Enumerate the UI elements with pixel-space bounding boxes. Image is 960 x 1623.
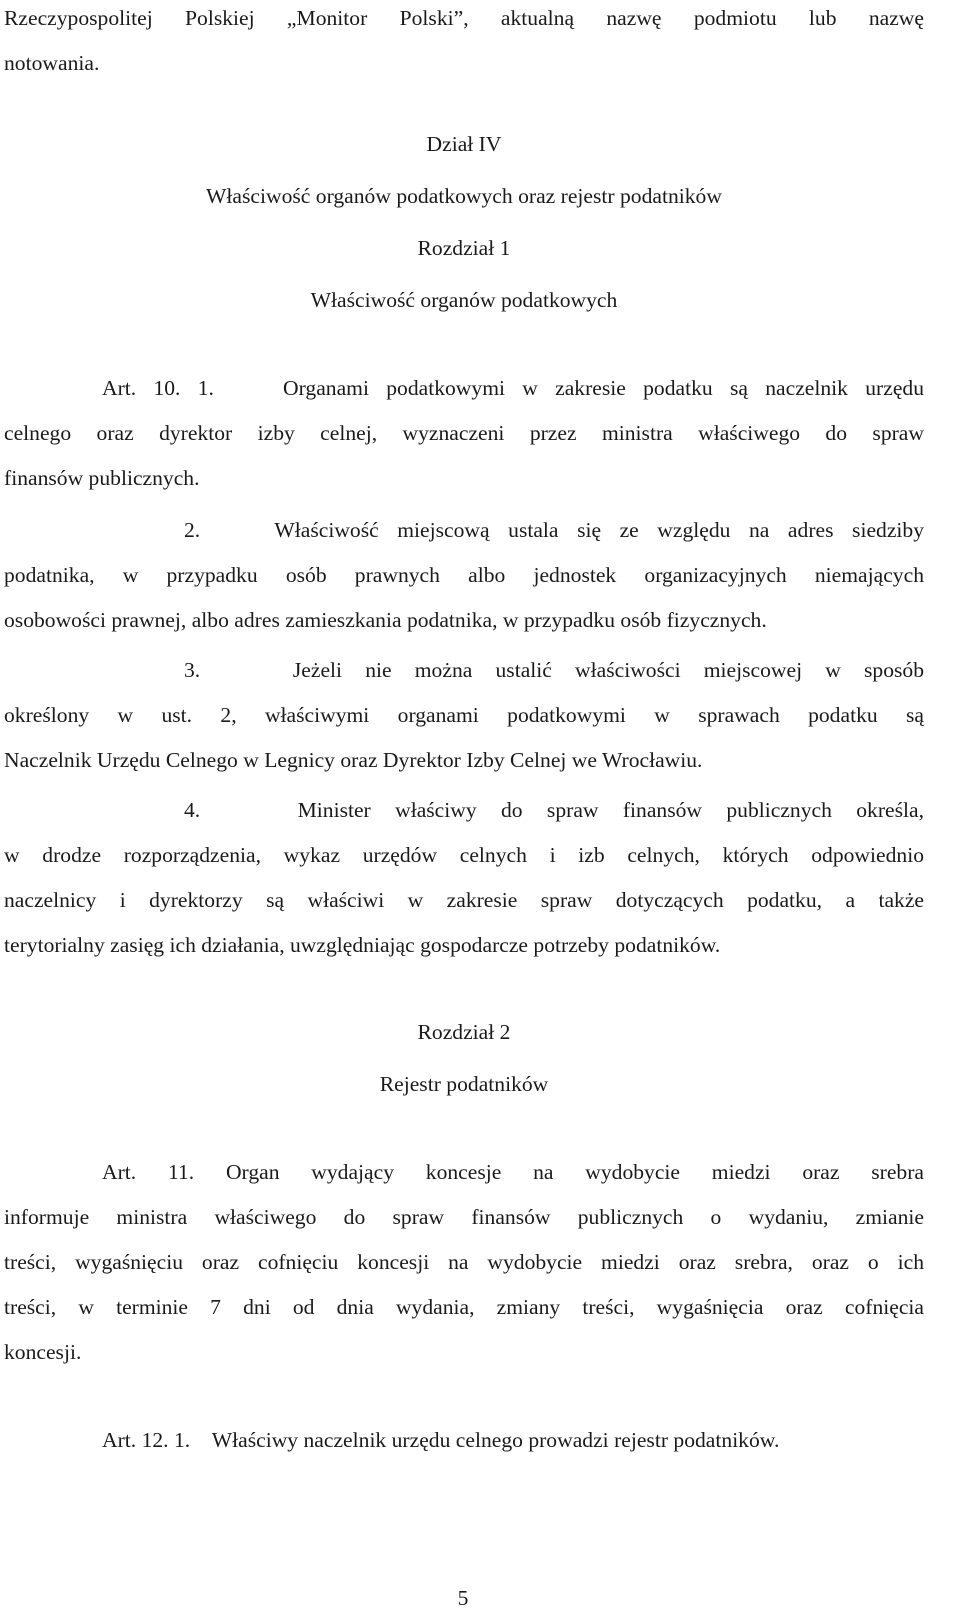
art-11-line-3: treści, wygaśnięciu oraz cofnięciu koncesji na wydobycie miedzi oraz srebra, oraz o ich xyxy=(4,1250,924,1274)
art-10-1-line-2: celnego oraz dyrektor izby celnej, wyznaczeni przez ministra właściwego do spraw xyxy=(4,421,924,445)
division-heading: Dział IV xyxy=(426,132,502,156)
chapter-1-heading: Rozdział 1 xyxy=(417,236,511,260)
art-12-label: Art. 12. 1. xyxy=(102,1428,191,1452)
art-11-paragraph xyxy=(4,1150,924,1375)
page-number: 5 xyxy=(457,1586,469,1610)
art-10-3-line-3: Naczelnik Urzędu Celnego w Legnicy oraz Dyrektor Izby Celnej we Wrocławiu. xyxy=(4,748,703,772)
art-10-4-line-3: naczelnicy i dyrektorzy są właściwi w zakresie spraw dotyczących podatku, a także xyxy=(4,888,924,912)
art-10-3-label: 3. xyxy=(184,658,201,682)
chapter-2-heading: Rozdział 2 xyxy=(417,1020,511,1044)
art-10-paragraph-3 xyxy=(4,648,924,783)
art-11-line-2: informuje ministra właściwego do spraw finansów publicznych o wydaniu, zmianie xyxy=(4,1205,924,1229)
art-11-label: Art. 11. xyxy=(102,1160,195,1184)
intro-line-1: Rzeczypospolitej Polskiej „Monitor Polski”, aktualną nazwę podmiotu lub nazwę xyxy=(4,6,924,30)
art-10-4-line-1: Minister właściwy do spraw finansów publicznych określa, xyxy=(297,798,924,822)
art-11-line-4: treści, w terminie 7 dni od dnia wydania, zmiany treści, wygaśnięcia oraz cofnięcia xyxy=(4,1295,924,1319)
art-10-2-line-3: osobowości prawnej, albo adres zamieszkania podatnika, w przypadku osób fizycznych. xyxy=(4,608,767,632)
art-10-2-line-2: podatnika, w przypadku osób prawnych albo jednostek organizacyjnych niemających xyxy=(4,563,924,587)
art-12-paragraph xyxy=(4,1418,924,1463)
art-12-line-1: Właściwy naczelnik urzędu celnego prowadzi rejestr podatników. xyxy=(211,1428,780,1452)
art-10-paragraph-1 xyxy=(4,366,924,501)
art-10-3-line-1: Jeżeli nie można ustalić właściwości miejscowej w sposób xyxy=(292,658,925,682)
art-11-line-1: Organ wydający koncesje na wydobycie miedzi oraz srebra xyxy=(225,1160,924,1184)
art-10-2-label: 2. xyxy=(184,518,201,542)
art-10-1-line-3: finansów publicznych. xyxy=(4,466,200,490)
art-10-1-line-1: Organami podatkowymi w zakresie podatku są naczelnik urzędu xyxy=(283,376,924,400)
art-10-paragraph-4 xyxy=(4,788,924,968)
art-10-4-label: 4. xyxy=(184,798,201,822)
division-title: Właściwość organów podatkowych oraz rejestr podatników xyxy=(206,184,722,208)
chapter-1-title: Właściwość organów podatkowych xyxy=(310,288,618,312)
art-11-line-5: koncesji. xyxy=(4,1340,82,1364)
intro-line-2: notowania. xyxy=(4,51,100,75)
intro-paragraph xyxy=(4,0,924,86)
art-10-1-label: Art. 10. 1. xyxy=(102,376,214,400)
art-10-paragraph-2 xyxy=(4,508,924,643)
art-10-2-line-1: Właściwość miejscową ustala się ze względu na adres siedziby xyxy=(274,518,924,542)
art-10-3-line-2: określony w ust. 2, właściwymi organami podatkowymi w sprawach podatku są xyxy=(4,703,924,727)
art-10-4-line-4: terytorialny zasięg ich działania, uwzględniając gospodarcze potrzeby podatników. xyxy=(4,933,721,957)
art-10-4-line-2: w drodze rozporządzenia, wykaz urzędów celnych i izb celnych, których odpowiednio xyxy=(4,843,924,867)
chapter-2-title: Rejestr podatników xyxy=(379,1072,549,1096)
